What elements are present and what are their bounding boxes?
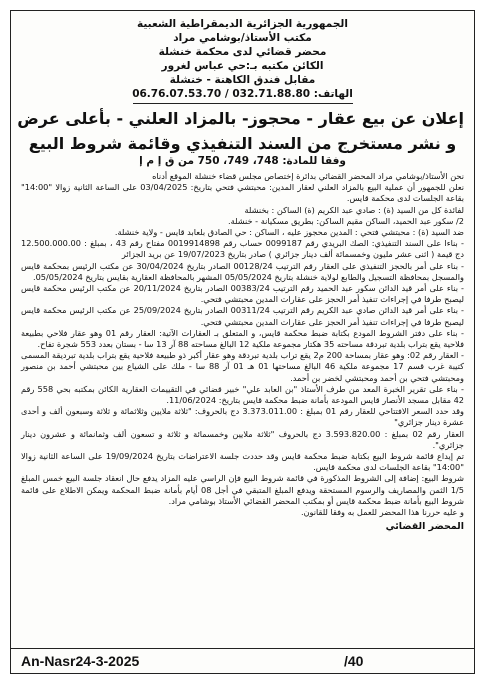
bailiff-court: محضر قضائي لدى محكمة خنشلة — [158, 46, 327, 58]
body-paragraph: وقد حدد السعر الافتتاحي للعقار رقم 01 بمبلغ : 3.373.011.00 دج بالحروف: "ثلاثة ملايين وثلاثمائة و ثلاثة وسبعون ألف و أحدى عشرة دينار جزائري" — [21, 406, 464, 428]
body-paragraph: العقار رقم 02 بمبلغ : 3.593.820.00 دج بالحروف "ثلاثة ملايين وخمسمائة و ثلاثة و تسعون ألف وثمانمائة و عشرون دينار جزائري". — [21, 428, 464, 450]
office-address: الكائن مكتبه بـ:حي عباس لغرور — [161, 60, 324, 72]
body-paragraph: - العقار رقم 02: وهو عقار بمساحة 200 م2 يقع تراب بلدية تبردقة وهو عقار أكبر ذو طبيعة فلاحية يقع بتراب بلدية تبرديقة المسمى كتيبة غرب قسم 17 مجموعة ملكية 46 البالغ مساحتها 01 هـ 01 آر 88 سا - ملك على الشياع بين محبتشي أحمد بن منصور ومحبتشي فتحي بن أحمد ومحبتشي لخضر بن أحمد. — [21, 350, 465, 383]
body-paragraph: 2/ سكور عبد الحميد، الساكن مقيم الساكن: بطريق مسكيانة - خنشلة. — [228, 215, 464, 226]
office-phone: الهاتف: 032.71.88.80 / 06.76.07.53.70 — [132, 88, 353, 100]
body-paragraph: - بناء على أمر قيد الدائن سكور عبد الحميد رقم الترتيب 00383/24 الصادر بتاريخ 20/11/2024 عن مكتب الرئيس محكمة قايس ليصبح طرفا في إجراءات تنفيذ أمر الحجز على عقارات المدين محبتشي فتحي. — [21, 283, 464, 305]
page-number: /40 — [344, 653, 364, 669]
office-landmark: مقابل فندق الكاهنة - خنشلة — [169, 74, 316, 86]
body-paragraph: نعلن للجمهور أن عملية البيع بالمزاد العلني لعقار المدين: محبتشي فتحي بتاريخ: 03/04/2025 على الساعة الثانية زوالا "14:00" بقاعة الجلسات لدى محكمة قايس. — [21, 182, 464, 204]
republic-name: الجمهورية الجزائرية الديمقراطية الشعبية — [137, 18, 348, 30]
announcement-body — [21, 171, 464, 533]
header-divider — [133, 103, 353, 104]
body-paragraph: ضد السيد (ة) : محبتشي فتحي : المدين محجوز عليه ، الساكن : حي الصادق بلعابد قايس - ولاية خنشلة. — [114, 227, 464, 238]
legal-articles: وفقا للمادة: 748، 749، 750 من ق إ م إ — [139, 155, 346, 167]
body-paragraph: - بناء على تقرير الخبرة المعد من طرف الأستاذ "بن العابد علي" خبير قضائي في التقييمات العقارية الكائن بمكتبه بحي 558 رقم 42 مقابل مسجد الأنصار قايس المودعة بأمانة ضبط محكمة قايس بتاريخ: 11/06/2024. — [21, 383, 464, 406]
announcement-title: إعلان عن بيع عقار - محجوز- بالمزاد العلني - بأعلى عرض — [17, 109, 464, 128]
body-paragraph: نحن الأستاذ/بوشامي مراد المحضر القضائي بدائرة إختصاص مجلس قضاء خنشلة الموقع أدناه — [152, 171, 464, 181]
announcement-title-line2: و نشر مستخرج من السند التنفيذي وقائمة شروط البيع — [28, 134, 457, 153]
body-paragraph: لفائدة كل من السيد (ة) : صادي عبد الكريم (ة) الساكن : بخنشلة — [244, 204, 464, 215]
signature-label: المحضر القضائي — [385, 521, 464, 533]
issue-date: An-Nasr24-3-2025 — [21, 653, 140, 669]
newspaper-footer — [11, 648, 474, 673]
body-paragraph: شروط البيع: إضافة إلى الشروط المذكورة في قائمة شروط البيع فإن الراسي عليه المزاد يدفع حال انعقاد جلسة البيع خمس المبلغ 1/5 الثمن والمصاريف والرسوم المستحقة ويدفع المبلغ المتبقي في أجل 08 أيام بأمانة ضبط المحكمة ويمكن الاطلاع على قائمة شروط البيع بأمانة ضبط محكمة قايس أو بمكتب المحضر القضائي الأستاذ بوشامي مراد. — [21, 473, 464, 506]
body-paragraph: و عليه حررنا هذا المحضر للعمل به وفقا للقانون. — [300, 507, 464, 518]
body-paragraph: تم إيداع قائمة شروط البيع بكتابة ضبط محكمة قايس وقد حددت جلسة الاعتراضات بتاريخ 19/09/2024 على الساعة الثانية زوالا "14:00" بقاعة الجلسات لدى محكمة قايس. — [21, 451, 464, 473]
body-paragraph: - بناء على دفتر الشروط المودع بكتابة ضبط محكمة قايس، و المتعلق بـ العقارات الآتية: العقار رقم 01 وهو عقار فلاحي بطبيعة فلاحية يقع بتراب بلدية تبردقة مساحته 35 هكتار مجموعة ملكية 12 البالغ مساحته 88 آر 13 سا - بستان بعدد 553 شجرة تفاح. — [21, 327, 464, 350]
body-paragraph: - بناء على أمر قيد الدائن صادي عبد الكريم رقم الترتيب 00311/24 الصادر بتاريخ 25/09/2024 عن مكتب الرئيس محكمة قايس ليصبح طرفا في إجراءات تنفيذ أمر الحجز على عقارات المدين محبتشي فتحي. — [21, 305, 464, 327]
announcement-page — [10, 10, 475, 674]
office-name: مكتب الأستاذ/بوشامي مراد — [173, 32, 312, 44]
body-paragraph: - بناء على أمر بالحجز التنفيذي على العقار رقم الترتيب 00128/24 الصادر بتاريخ 30/04/2024 عن مكتب الرئيس بمحكمة قايس والمسجل بمحافظة التسجيل والطابع لولاية خنشلة بتاريخ 05/05/2024 المشهر بالمحافظة العقارية بقايس بتاريخ 05/05/2024. — [21, 260, 464, 282]
bailiff-letterhead — [21, 17, 464, 104]
body-paragraph: - بناءا على السند التنفيذي: الصك البريدي رقم 0099187 حساب رقم 0019914898 مفتاح رقم 43 ، بمبلغ : 12.500.000.00 دج قيمة ( اثنى عشر مليون وخمسمائة ألف دينار جزائري ) صادر بتاريخ 19/07/2023 عن بريد الجزائر — [21, 238, 464, 260]
